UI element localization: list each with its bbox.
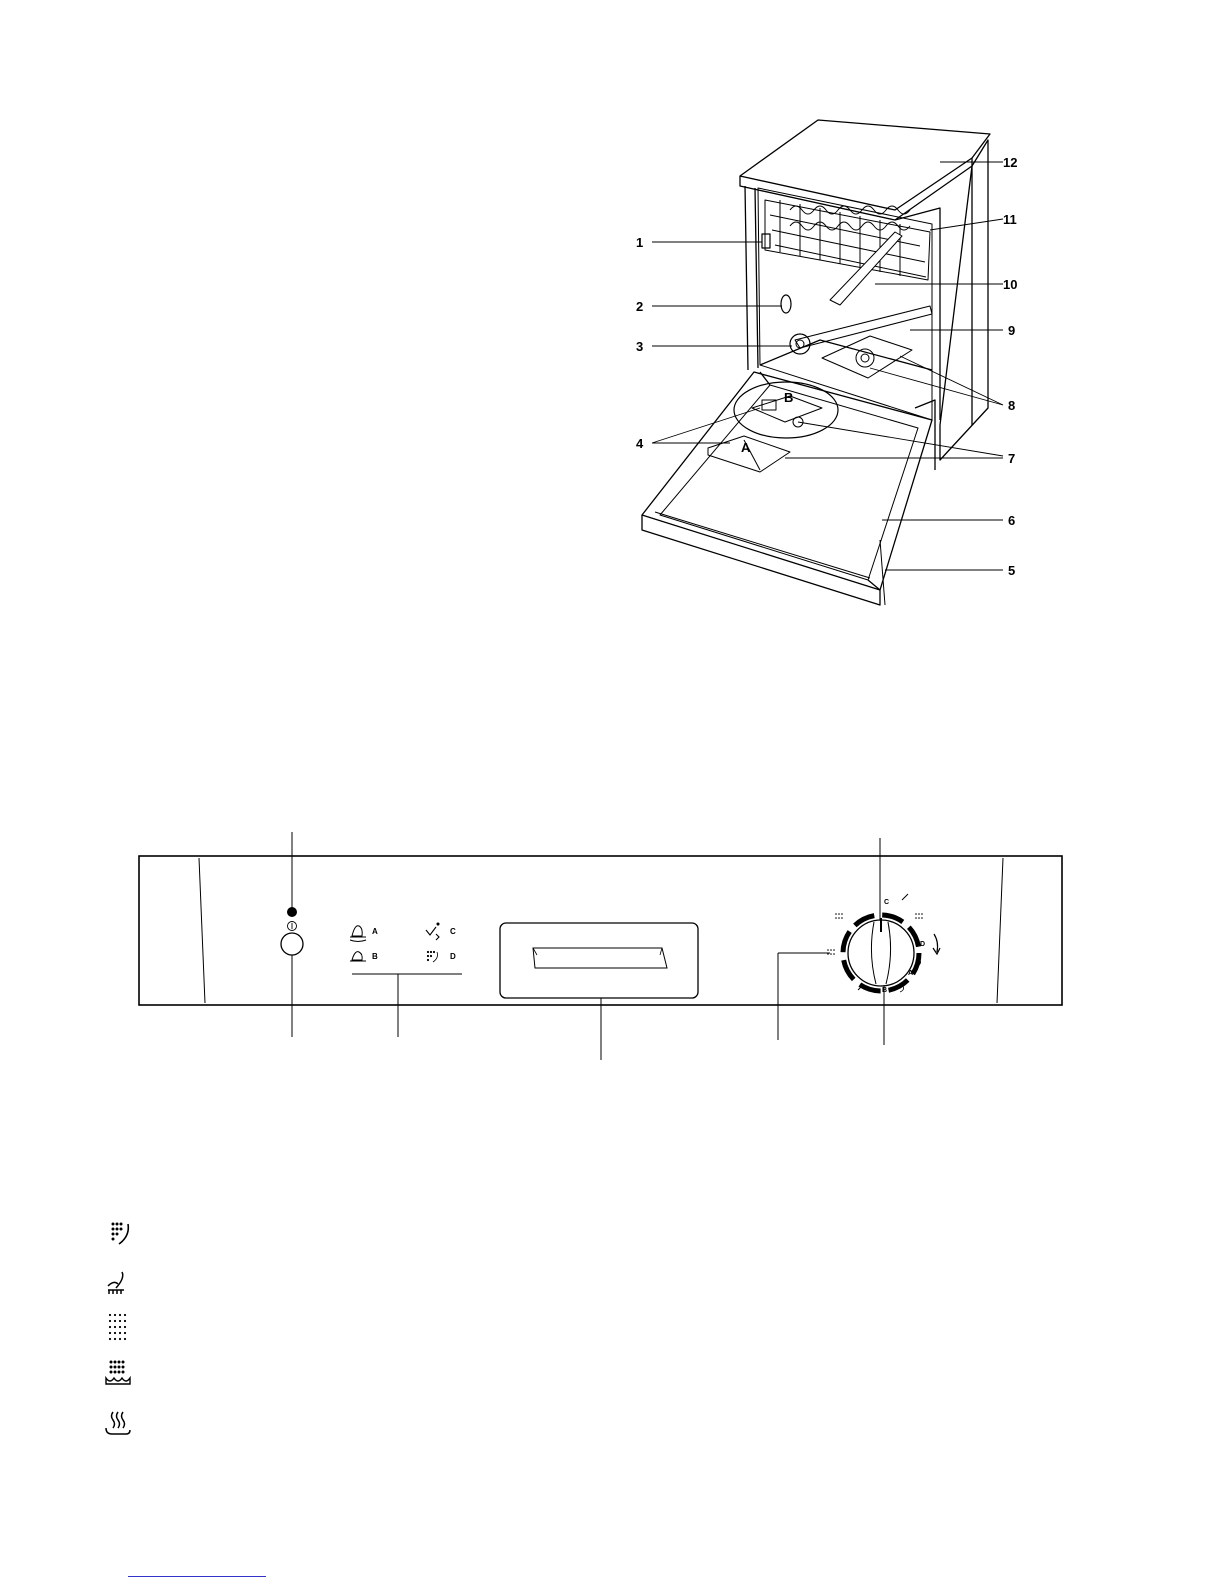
dial-label-b: B bbox=[882, 987, 888, 994]
indicator-c bbox=[426, 923, 456, 940]
callout-12: 12 bbox=[1003, 155, 1018, 170]
side-dial bbox=[781, 295, 791, 313]
programme-selector-dial[interactable] bbox=[843, 915, 919, 991]
power-symbol-icon bbox=[288, 922, 297, 931]
rinse-spray-indicator-icon bbox=[427, 951, 437, 962]
end-of-programme-icon bbox=[426, 923, 439, 940]
indicator-b bbox=[350, 952, 378, 961]
power-indicator-light bbox=[287, 907, 297, 917]
svg-text:B: B bbox=[372, 952, 378, 961]
indicator-d bbox=[427, 951, 456, 962]
callout-1: 1 bbox=[636, 235, 644, 250]
door-handle[interactable] bbox=[500, 923, 698, 998]
callout-6: 6 bbox=[1008, 513, 1016, 528]
callout-4: 4 bbox=[636, 436, 644, 451]
spray-drops-icon bbox=[109, 1314, 126, 1340]
callout-10: 10 bbox=[1003, 277, 1018, 292]
salt-indicator-icon bbox=[350, 926, 366, 942]
rinse-aid-indicator-icon bbox=[350, 952, 366, 961]
callout-9: 9 bbox=[1008, 323, 1016, 338]
callout-5: 5 bbox=[1008, 563, 1016, 578]
callout-3: 3 bbox=[636, 339, 644, 354]
filter-recess bbox=[822, 336, 912, 378]
svg-text:D: D bbox=[450, 952, 456, 961]
rinse-spray-icon bbox=[112, 1223, 128, 1244]
upper-rack bbox=[765, 200, 930, 280]
dishwasher-illustration bbox=[642, 120, 990, 605]
cabinet-side-panel bbox=[940, 140, 988, 460]
upper-spray-arm bbox=[830, 232, 902, 305]
dial-label-a: A bbox=[908, 970, 914, 977]
callout-8: 8 bbox=[1008, 398, 1016, 413]
symbol-legend bbox=[106, 1223, 130, 1434]
brush-icon bbox=[108, 1272, 124, 1294]
footer-link-underline[interactable] bbox=[128, 1576, 266, 1577]
on-off-button[interactable] bbox=[281, 933, 303, 955]
prewash-drops-icon bbox=[106, 1361, 130, 1384]
heat-dry-icon bbox=[106, 1412, 130, 1434]
rack-stop bbox=[762, 234, 770, 248]
dispenser-label-a: A bbox=[741, 440, 751, 455]
callout-7: 7 bbox=[1008, 451, 1016, 466]
indicator-a bbox=[350, 926, 378, 942]
svg-text:A: A bbox=[372, 927, 378, 936]
callout-11: 11 bbox=[1003, 212, 1017, 227]
worktop bbox=[740, 120, 990, 210]
dial-label-d: D bbox=[920, 941, 926, 948]
callout-2: 2 bbox=[636, 299, 644, 314]
svg-text:C: C bbox=[450, 927, 456, 936]
rotation-direction-arrow-icon bbox=[933, 934, 940, 954]
dispenser-label-b: B bbox=[784, 390, 794, 405]
dial-label-c: C bbox=[884, 899, 890, 906]
